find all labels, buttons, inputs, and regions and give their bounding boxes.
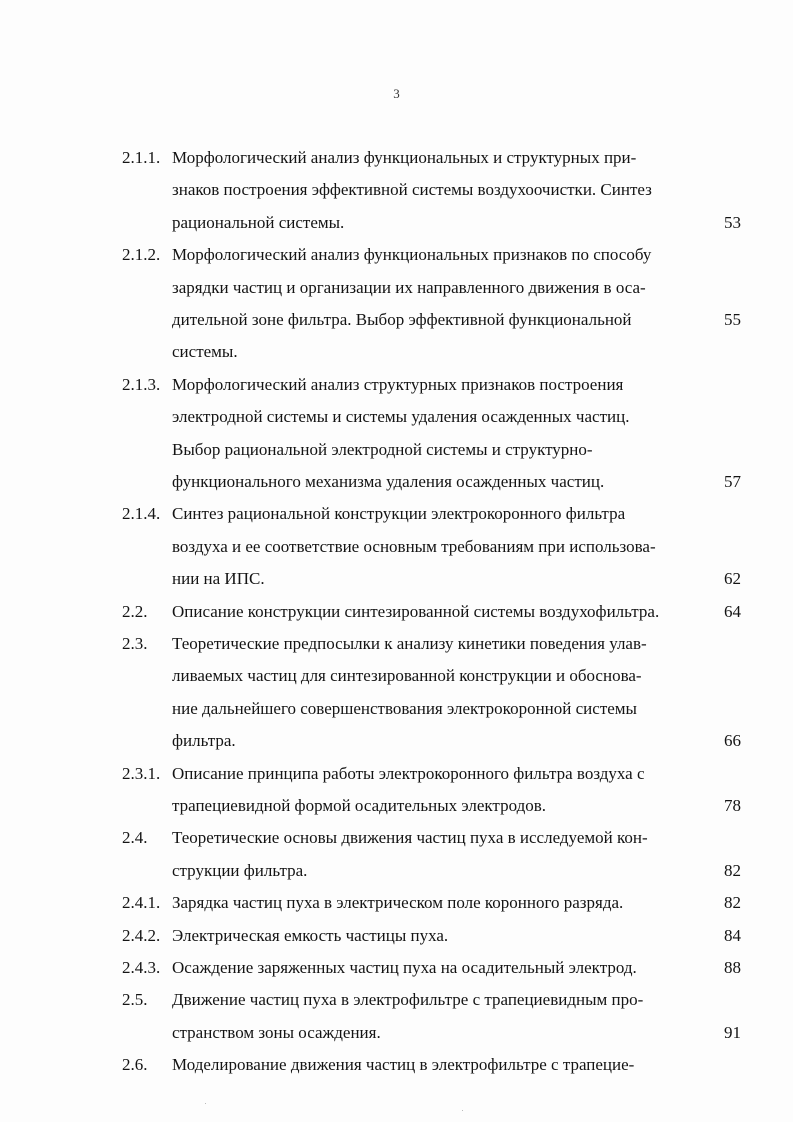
toc-entry-title-line: странством зоны осаждения. <box>172 1022 381 1042</box>
toc-entry-title-line: зарядки частиц и организации их направленного движения в оса- <box>172 277 646 297</box>
toc-entry-number: 2.3. <box>122 634 148 653</box>
toc-entry-number: 2.4.1. <box>122 893 161 913</box>
toc-entry-page: 82 <box>724 860 741 880</box>
toc-entry-title-line: Осаждение заряженных частиц пуха на осадительный электрод. <box>172 958 637 977</box>
toc-entry-page: 62 <box>724 569 741 589</box>
toc-entry-page: 66 <box>724 731 741 751</box>
toc-entry-title-line: Описание конструкции синтезированной системы воздухофильтра. <box>172 601 660 621</box>
toc-entry-number: 2.2. <box>122 601 148 621</box>
toc-entry-page: 64 <box>724 601 741 621</box>
toc-entry-number: 2.1.3. <box>122 374 161 394</box>
toc-entry-page: 78 <box>724 796 741 815</box>
toc-entry-page: 55 <box>724 310 741 329</box>
toc-entry-title-line: Описание принципа работы электрокоронного фильтра воздуха с <box>172 763 645 783</box>
toc-entry-title-line: струкции фильтра. <box>172 860 308 880</box>
toc-entry-title-line: трапециевидной формой осадительных электродов. <box>172 796 546 815</box>
toc-entry-page: 91 <box>724 1022 741 1042</box>
toc-entry-title-line: Зарядка частиц пуха в электрическом поле коронного разряда. <box>172 893 624 913</box>
toc-entry-title-line: Теоретические предпосылки к анализу кинетики поведения улав- <box>172 634 647 653</box>
toc-entry-title-line: Теоретические основы движения частиц пуха в исследуемой кон- <box>172 828 648 848</box>
toc-entry-number: 2.1.2. <box>122 245 161 265</box>
toc-entry-title-line: электродной системы и системы удаления осажденных частиц. <box>172 407 630 427</box>
toc-entry-number: 2.3.1. <box>122 763 161 783</box>
toc-entry-title-line: нии на ИПС. <box>172 569 265 589</box>
toc-entry-title-line: Выбор рациональной электродной системы и структурно- <box>172 439 593 459</box>
toc-entry-title-line: функционального механизма удаления осажденных частиц. <box>172 472 605 491</box>
toc-entry-page: 88 <box>724 958 741 977</box>
toc-entry-number: 2.1.1. <box>122 148 161 167</box>
toc-entry-number: 2.4. <box>122 828 148 848</box>
toc-entry-title-line: Моделирование движения частиц в электрофильтре с трапецие- <box>172 1055 635 1075</box>
toc-entry-page: 82 <box>724 893 741 913</box>
toc-entry-page: 53 <box>724 212 741 232</box>
toc-entry-title-line: рациональной системы. <box>172 212 345 232</box>
toc-entry-title-line: ливаемых частиц для синтезированной конструкции и обоснова- <box>172 666 642 686</box>
toc-entry-number: 2.6. <box>122 1055 148 1075</box>
toc-entry-title-line: Синтез рациональной конструкции электрокоронного фильтра <box>172 504 626 524</box>
toc-entry-title-line: Морфологический анализ функциональных и структурных при- <box>172 148 637 167</box>
toc-entry-number: 2.4.3. <box>122 958 161 977</box>
toc-entry-title-line: Электрическая емкость частицы пуха. <box>172 925 449 945</box>
scan-speck <box>462 1110 463 1111</box>
scan-speck <box>205 1103 206 1104</box>
toc-entry-number: 2.4.2. <box>122 925 161 945</box>
toc-entry-title-line: Морфологический анализ функциональных признаков по способу <box>172 245 652 265</box>
toc-entry-title-line: системы. <box>172 342 238 362</box>
toc-entry-title-line: дительной зоне фильтра. Выбор эффективной функциональной <box>172 310 632 329</box>
toc-entry-title-line: Морфологический анализ структурных признаков построения <box>172 374 624 394</box>
page-number: 3 <box>393 86 400 101</box>
toc-entry-number: 2.1.4. <box>122 504 161 524</box>
toc-entry-title-line: фильтра. <box>172 731 236 751</box>
toc-entry-title-line: знаков построения эффективной системы воздухоочистки. Синтез <box>172 180 652 200</box>
toc-entry-title-line: Движение частиц пуха в электрофильтре с трапециевидным про- <box>172 990 644 1010</box>
toc-entry-page: 57 <box>724 472 741 491</box>
toc-entry-page: 84 <box>724 925 741 945</box>
toc-entry-number: 2.5. <box>122 990 148 1010</box>
toc-entry-title-line: ние дальнейшего совершенствования электрокоронной системы <box>172 698 637 718</box>
toc-entry-title-line: воздуха и ее соответствие основным требованиям при использова- <box>172 536 656 556</box>
